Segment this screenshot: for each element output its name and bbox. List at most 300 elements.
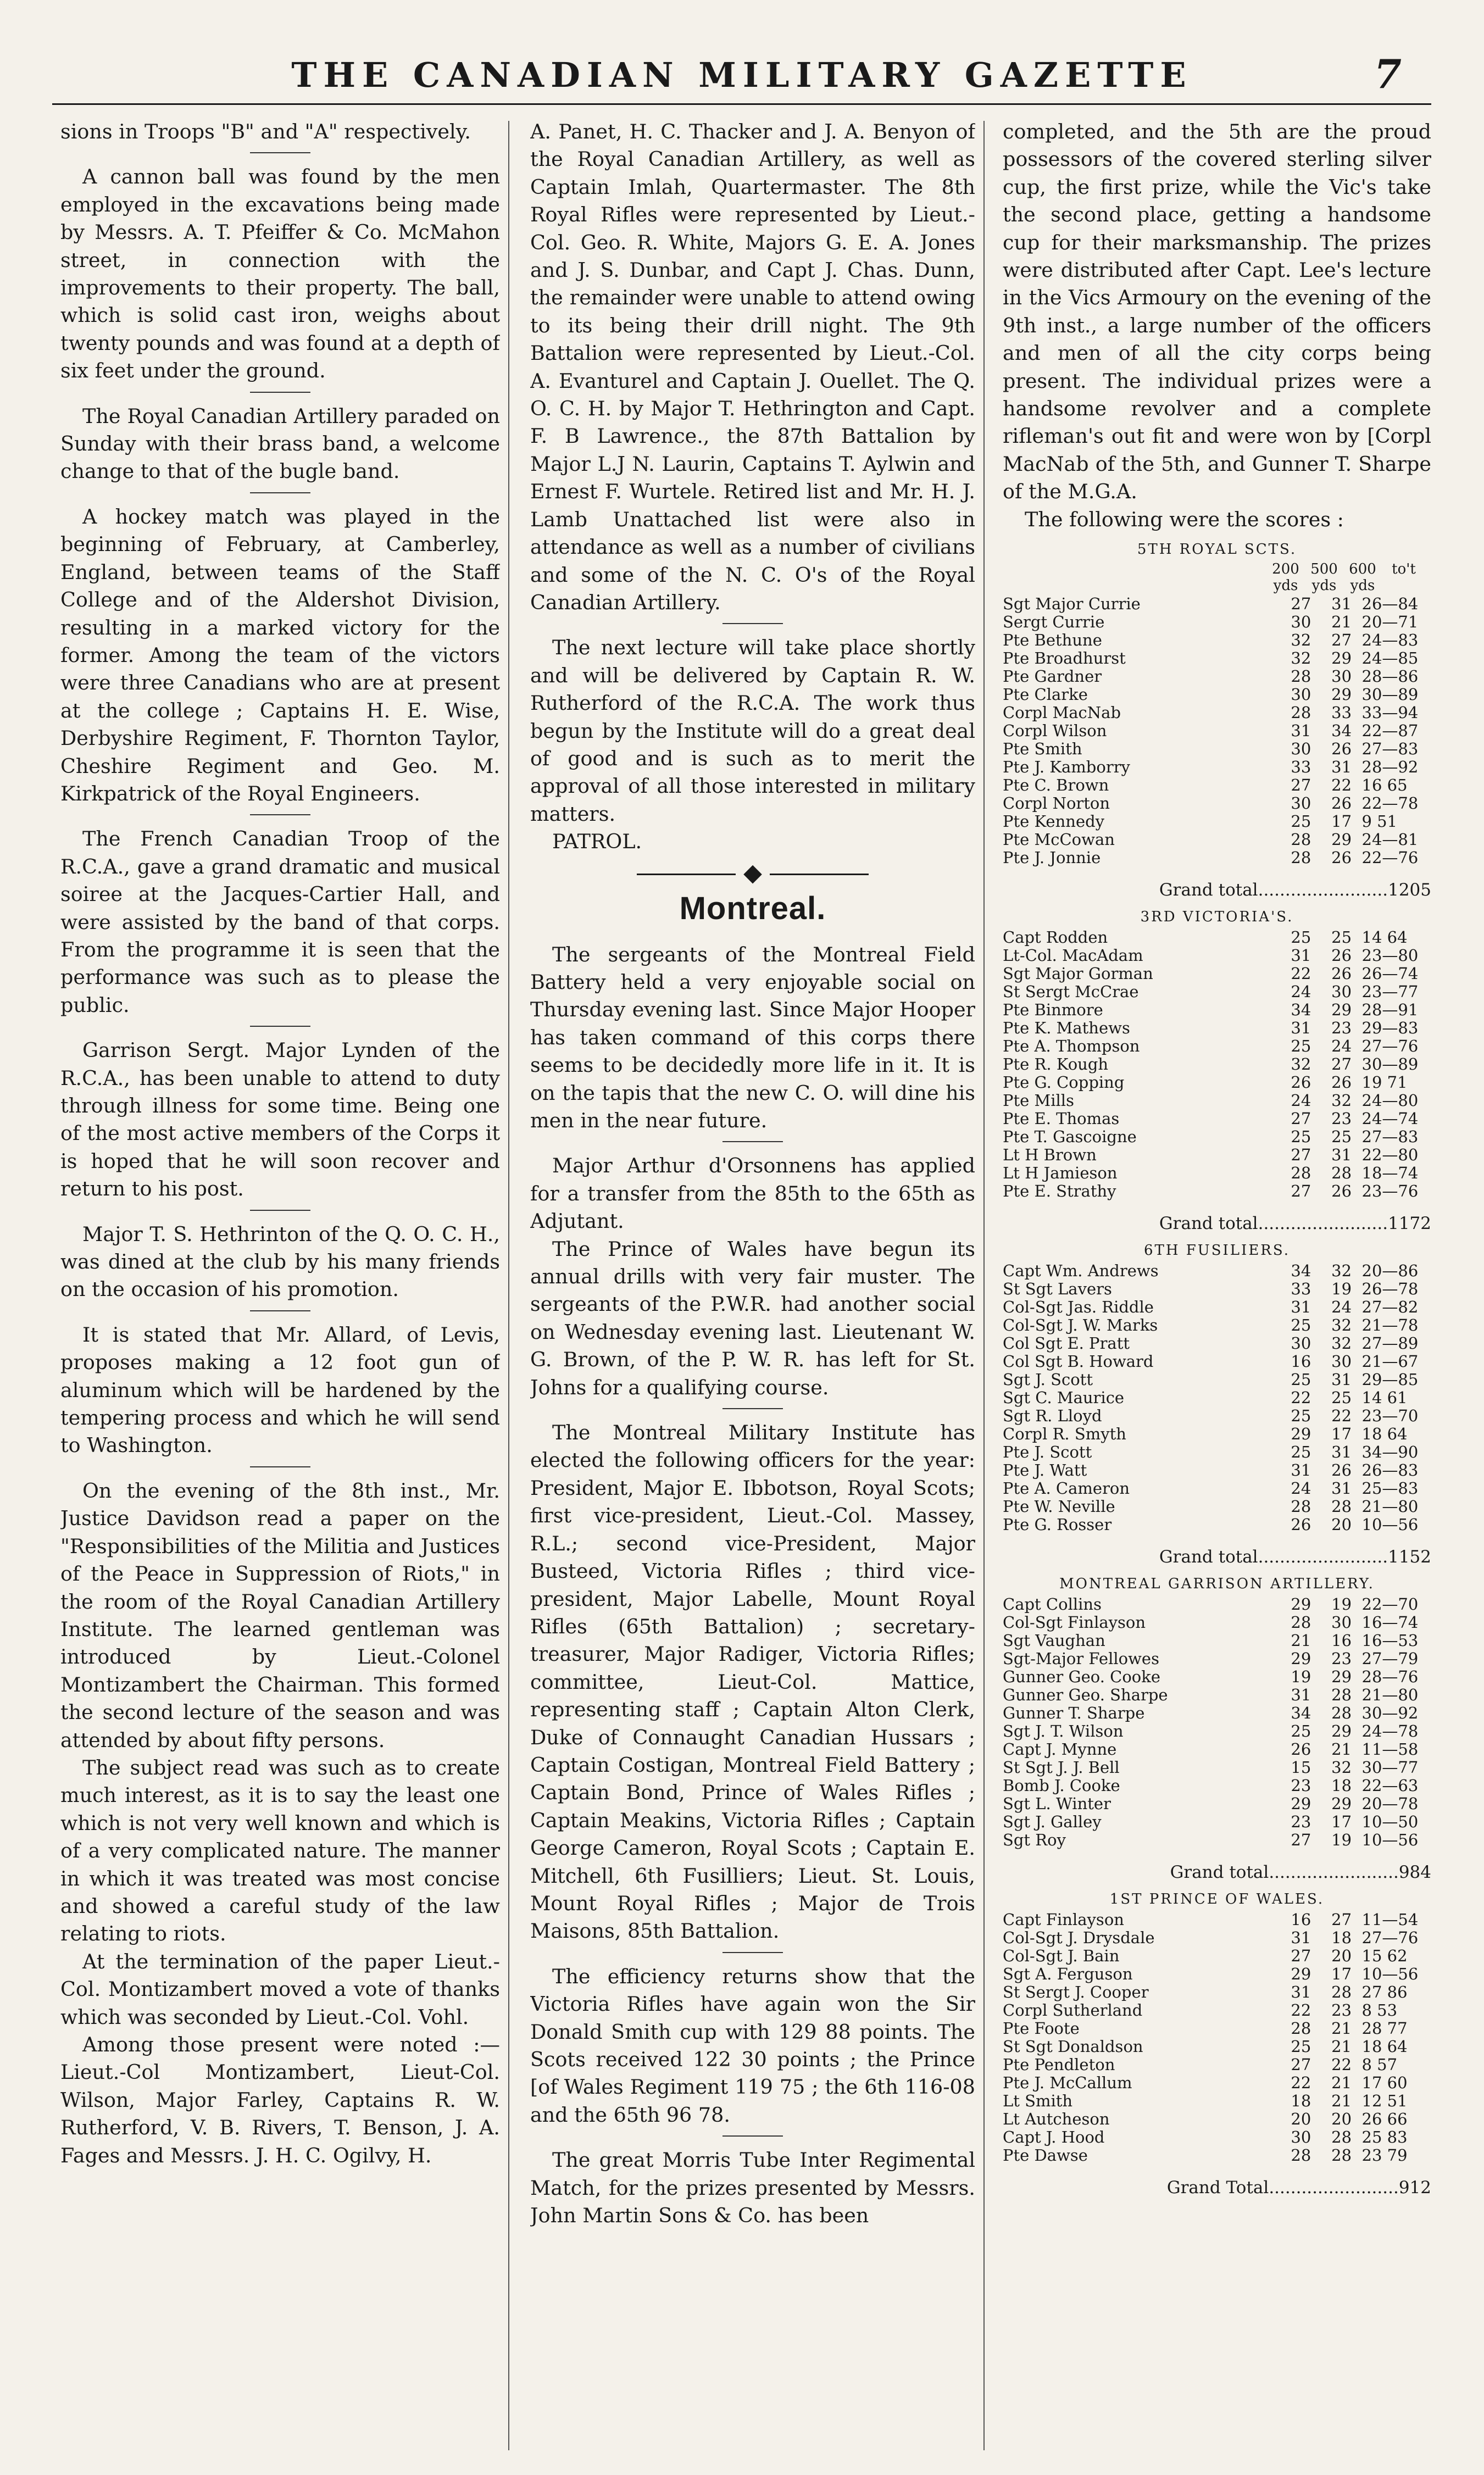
- table-row: [1003, 1407, 1431, 1425]
- score-group-title: 6TH FUSILIERS.: [1143, 1242, 1291, 1259]
- score-600-total: 24—80: [1361, 1091, 1419, 1110]
- table-row: [1003, 1001, 1431, 1019]
- table-row: [1003, 2038, 1431, 2056]
- grand-total-value: 984: [1398, 1862, 1431, 1883]
- competitor-name: Pte E. Thomas: [1003, 1110, 1120, 1128]
- score-600-total: 16—53: [1361, 1631, 1419, 1650]
- score-200: 32: [1291, 631, 1311, 650]
- separator: [250, 1466, 310, 1467]
- score-group-title: 1ST PRINCE OF WALES.: [1109, 1891, 1325, 1908]
- score-200: 25: [1291, 1722, 1311, 1741]
- competitor-name: Lt Autcheson: [1003, 2110, 1110, 2129]
- score-200: 29: [1291, 1649, 1311, 1668]
- score-600-total: 28—86: [1361, 667, 1419, 686]
- score-600-total: 22—76: [1361, 848, 1419, 867]
- score-200: 31: [1291, 1686, 1311, 1705]
- score-200: 18: [1291, 2092, 1311, 2111]
- score-500: 28: [1331, 1497, 1352, 1516]
- score-200: 31: [1291, 1928, 1311, 1948]
- paragraph: The Prince of Wales have begun its annual drills with very fair muster. The sergeants of the P.W.R. had another social on Wednesday evening last. Lieutenant W. G. Brown, of the P. W. R. has left for St. Johns for a qualifying course.: [530, 1237, 975, 1399]
- table-row: [1003, 1983, 1431, 2001]
- score-200: 27: [1291, 1946, 1311, 1966]
- table-row: [1003, 1425, 1431, 1443]
- competitor-name: Pte Broadhurst: [1003, 649, 1126, 668]
- paragraph: Major T. S. Hethrinton of the Q. O. C. H., was dined at the club by his many friends on the occasion of his promotion.: [60, 1222, 500, 1302]
- score-500: 23: [1331, 1019, 1352, 1038]
- competitor-name: Pte McCowan: [1003, 831, 1115, 849]
- score-600-total: 11—58: [1361, 1740, 1419, 1759]
- score-600-total: 29—85: [1361, 1370, 1419, 1389]
- table-row: [1003, 1595, 1431, 1614]
- separator: [722, 1141, 783, 1142]
- score-600-total: 19 71: [1361, 1073, 1408, 1092]
- table-row: [1003, 1019, 1431, 1037]
- paragraph: Among those present were noted :— Lieut.-Col Montizambert, Lieut-Col. Wilson, Major Farley, Captains R. W. Rutherford, V. B. Rivers, T. Benson, J. A. Fages and Messrs. J. H. C. Ogilvy, H.: [60, 2033, 500, 2167]
- score-500: 29: [1331, 685, 1352, 704]
- separator: [722, 1952, 783, 1953]
- competitor-name: Sgt J. Scott: [1003, 1371, 1093, 1389]
- score-500: 26: [1331, 794, 1352, 813]
- competitor-name: Lt Smith: [1003, 2092, 1073, 2111]
- score-600-total: 10—56: [1361, 1965, 1419, 1984]
- competitor-name: Sgt-Major Fellowes: [1003, 1650, 1159, 1668]
- score-600-total: 28 77: [1361, 2019, 1408, 2038]
- score-500: 22: [1331, 1406, 1352, 1426]
- ornament-rule: ◆: [530, 858, 975, 888]
- score-200: 31: [1291, 1461, 1311, 1480]
- competitor-name: Capt Finlayson: [1003, 1911, 1124, 1929]
- paragraph: Major Arthur d'Orsonnens has applied for a transfer from the 85th to the 65th as Adjutant.: [530, 1154, 975, 1233]
- leader-dots: ........................: [1258, 880, 1388, 900]
- yardage-header: [1003, 561, 1431, 595]
- yds-total: to't: [1392, 561, 1416, 578]
- score-200: 16: [1291, 1352, 1311, 1371]
- score-200: 30: [1291, 794, 1311, 813]
- score-500: 29: [1331, 1794, 1352, 1814]
- score-600-total: 25 83: [1361, 2128, 1408, 2147]
- competitor-name: Col-Sgt J. Drysdale: [1003, 1929, 1155, 1948]
- score-500: 24: [1331, 1037, 1352, 1056]
- competitor-name: Gunner Geo. Cooke: [1003, 1668, 1160, 1687]
- score-200: 19: [1291, 1667, 1311, 1687]
- score-500: 17: [1331, 812, 1352, 831]
- competitor-name: Sgt A. Ferguson: [1003, 1965, 1133, 1984]
- score-500: 23: [1331, 1649, 1352, 1668]
- table-row: [1003, 1668, 1431, 1686]
- table-row: [1003, 2128, 1431, 2146]
- score-200: 30: [1291, 685, 1311, 704]
- competitor-name: Pte Bethune: [1003, 631, 1102, 650]
- score-600-total: 27—82: [1361, 1298, 1419, 1317]
- score-500: 20: [1331, 1515, 1352, 1534]
- table-row: [1003, 1498, 1431, 1516]
- competitor-name: Pte C. Brown: [1003, 776, 1109, 795]
- score-200: 25: [1291, 928, 1311, 947]
- table-row: [1003, 668, 1431, 686]
- score-500: 31: [1331, 1443, 1352, 1462]
- separator: [250, 152, 310, 153]
- score-500: 28: [1331, 1686, 1352, 1705]
- score-500: 26: [1331, 1461, 1352, 1480]
- paragraph: The French Canadian Troop of the R.C.A., gave a grand dramatic and musical soiree at the Jacques-Cartier Hall, and were assisted by the band of that corps. From the programme it is seen that the performance was such as to please the public.: [60, 827, 500, 1017]
- score-500: 26: [1331, 1182, 1352, 1201]
- table-row: [1003, 1092, 1431, 1110]
- paragraph: The sergeants of the Montreal Field Battery held a very enjoyable social on Thursday evening last. Since Major Hooper has taken command of this corps there seems to be decidedly more life in it. It is on the tapis that the new C. O. will dine his men in the near future.: [530, 942, 975, 1132]
- grand-total-value: 912: [1398, 2178, 1431, 2198]
- table-row: [1003, 831, 1431, 849]
- score-200: 28: [1291, 2146, 1311, 2165]
- score-200: 28: [1291, 2019, 1311, 2038]
- score-600-total: 14 61: [1361, 1388, 1408, 1408]
- score-500: 27: [1331, 1910, 1352, 1929]
- score-200: 26: [1291, 1515, 1311, 1534]
- score-200: 27: [1291, 1182, 1311, 1201]
- separator: [250, 1310, 310, 1311]
- score-500: 26: [1331, 946, 1352, 965]
- score-600-total: 27—79: [1361, 1649, 1419, 1668]
- score-500: 17: [1331, 1425, 1352, 1444]
- table-row: [1003, 1965, 1431, 1983]
- score-600-total: 27—76: [1361, 1928, 1419, 1948]
- score-500: 19: [1331, 1595, 1352, 1614]
- score-600-total: 18 64: [1361, 2037, 1408, 2056]
- score-500: 28: [1331, 1704, 1352, 1723]
- score-200: 20: [1291, 2110, 1311, 2129]
- score-200: 27: [1291, 2055, 1311, 2074]
- score-group-title: MONTREAL GARRISON ARTILLERY.: [1059, 1576, 1375, 1593]
- table-row: [1003, 1632, 1431, 1650]
- table-row: [1003, 2020, 1431, 2038]
- score-500: 32: [1331, 1316, 1352, 1335]
- score-600-total: 30—89: [1361, 1055, 1419, 1074]
- competitor-name: Pte J. Scott: [1003, 1443, 1092, 1462]
- score-200: 25: [1291, 1037, 1311, 1056]
- table-row: [1003, 1371, 1431, 1389]
- score-500: 22: [1331, 776, 1352, 795]
- competitor-name: Pte K. Mathews: [1003, 1019, 1130, 1038]
- separator: [250, 1210, 310, 1211]
- competitor-name: Pte Mills: [1003, 1092, 1074, 1110]
- competitor-name: Sgt J. Galley: [1003, 1813, 1102, 1832]
- score-600-total: 10—56: [1361, 1831, 1419, 1850]
- table-row: [1003, 2110, 1431, 2128]
- table-row: [1003, 1074, 1431, 1092]
- separator: [722, 623, 783, 624]
- grand-total-label: Grand Total: [1166, 2178, 1269, 2198]
- paragraph: At the termination of the paper Lieut.-Col. Montizambert moved a vote of thanks which was seconded by Lieut.-Col. Vohl.: [60, 1949, 500, 2029]
- score-200: 15: [1291, 1758, 1311, 1777]
- table-row: [1003, 983, 1431, 1001]
- score-200: 16: [1291, 1910, 1311, 1929]
- competitor-name: Pte J. Kamborry: [1003, 758, 1130, 777]
- score-200: 30: [1291, 739, 1311, 759]
- table-row: [1003, 2001, 1431, 2020]
- competitor-name: Col Sgt E. Pratt: [1003, 1334, 1130, 1353]
- competitor-name: Col-Sgt Finlayson: [1003, 1614, 1146, 1632]
- score-600-total: 20—78: [1361, 1794, 1419, 1814]
- competitor-name: Pte Foote: [1003, 2020, 1080, 2038]
- column-3: [1003, 118, 1431, 2459]
- score-500: 16: [1331, 1631, 1352, 1650]
- leader-dots: ........................: [1269, 1862, 1399, 1883]
- score-600-total: 14 64: [1361, 928, 1408, 947]
- score-table: [1003, 1595, 1431, 1849]
- score-600-total: 23—76: [1361, 1182, 1419, 1201]
- score-600-total: 28—92: [1361, 758, 1419, 777]
- score-500: 32: [1331, 1261, 1352, 1281]
- score-200: 28: [1291, 848, 1311, 867]
- score-500: 29: [1331, 830, 1352, 849]
- table-row: [1003, 1813, 1431, 1831]
- competitor-name: Pte T. Gascoigne: [1003, 1128, 1137, 1147]
- table-row: [1003, 631, 1431, 649]
- score-600-total: 22—80: [1361, 1145, 1419, 1165]
- score-500: 29: [1331, 1000, 1352, 1020]
- score-500: 20: [1331, 2110, 1352, 2129]
- score-500: 21: [1331, 613, 1352, 632]
- grand-total-label: Grand total: [1159, 880, 1258, 900]
- score-200: 25: [1291, 1316, 1311, 1335]
- competitor-name: Capt J. Hood: [1003, 2128, 1105, 2147]
- competitor-name: Sergt Currie: [1003, 613, 1105, 632]
- score-600-total: 30—89: [1361, 685, 1419, 704]
- score-200: 27: [1291, 776, 1311, 795]
- score-500: 30: [1331, 1352, 1352, 1371]
- score-600-total: 26—74: [1361, 964, 1419, 983]
- competitor-name: Sgt C. Maurice: [1003, 1389, 1125, 1408]
- leader-dots: ........................: [1258, 1214, 1388, 1234]
- competitor-name: Col-Sgt Jas. Riddle: [1003, 1298, 1154, 1317]
- competitor-name: St Sergt J. Cooper: [1003, 1983, 1149, 2002]
- score-600-total: 17 60: [1361, 2073, 1408, 2093]
- score-600-total: 30—77: [1361, 1758, 1419, 1777]
- table-row: [1003, 1614, 1431, 1632]
- table-row: [1003, 595, 1431, 613]
- score-500: 25: [1331, 928, 1352, 947]
- table-row: [1003, 1777, 1431, 1795]
- grand-total-value: 1205: [1388, 880, 1431, 900]
- table-row: [1003, 794, 1431, 813]
- score-500: 28: [1331, 1164, 1352, 1183]
- score-600-total: 28—91: [1361, 1000, 1419, 1020]
- competitor-name: Col-Sgt J. Bain: [1003, 1947, 1120, 1966]
- score-500: 17: [1331, 1965, 1352, 1984]
- grand-total: [1003, 2177, 1431, 2199]
- score-500: 21: [1331, 2073, 1352, 2093]
- score-200: 34: [1291, 1704, 1311, 1723]
- score-table: [1003, 1262, 1431, 1534]
- score-500: 26: [1331, 1073, 1352, 1092]
- grand-total-label: Grand total: [1159, 1547, 1258, 1567]
- score-200: 31: [1291, 1298, 1311, 1317]
- competitor-name: Capt Collins: [1003, 1595, 1102, 1614]
- score-600-total: 9 51: [1361, 812, 1398, 831]
- signature: PATROL.: [552, 830, 642, 854]
- table-row: [1003, 965, 1431, 983]
- table-row: [1003, 1037, 1431, 1055]
- score-200: 31: [1291, 721, 1311, 741]
- score-200: 25: [1291, 1127, 1311, 1147]
- paragraph: It is stated that Mr. Allard, of Levis, proposes making a 12 foot gun of aluminum which will be hardened by the tempering process and which he will send to Washington.: [60, 1322, 500, 1458]
- score-500: 20: [1331, 1946, 1352, 1966]
- table-row: [1003, 1353, 1431, 1371]
- paragraph: The efficiency returns show that the Victoria Rifles have again won the Sir Donald Smith cup with 129 88 points. The Scots received 122 30 points ; the Prince [of Wales Regiment 119 75 ; the 6th 116-08 and the 65th 96 78.: [530, 1964, 975, 2127]
- score-600-total: 8 57: [1361, 2055, 1398, 2074]
- table-row: [1003, 1110, 1431, 1128]
- table-row: [1003, 849, 1431, 867]
- table-row: [1003, 1740, 1431, 1759]
- yds-200: 200 yds: [1272, 561, 1299, 594]
- score-500: 26: [1331, 848, 1352, 867]
- score-200: 34: [1291, 1000, 1311, 1020]
- score-500: 24: [1331, 1298, 1352, 1317]
- competitor-name: Pte G. Copping: [1003, 1074, 1125, 1092]
- score-200: 32: [1291, 649, 1311, 668]
- score-600-total: 20—71: [1361, 613, 1419, 632]
- score-200: 26: [1291, 1073, 1311, 1092]
- score-600-total: 16—74: [1361, 1613, 1419, 1632]
- score-600-total: 27—83: [1361, 1127, 1419, 1147]
- grand-total: [1003, 1861, 1431, 1883]
- score-500: 17: [1331, 1812, 1352, 1832]
- competitor-name: Corpl Norton: [1003, 794, 1110, 813]
- score-500: 34: [1331, 721, 1352, 741]
- score-500: 25: [1331, 1388, 1352, 1408]
- table-row: [1003, 740, 1431, 758]
- score-600-total: 28—76: [1361, 1667, 1419, 1687]
- table-row: [1003, 704, 1431, 722]
- score-200: 32: [1291, 1055, 1311, 1074]
- paragraph: The subject read was such as to create much interest, as it is to say the least one which is not very well known and which is of a very complicated nature. The manner in which it was treated was most concise and showed a careful study of the law relating to riots.: [60, 1755, 500, 1946]
- score-600-total: 33—94: [1361, 703, 1419, 722]
- score-600-total: 22—87: [1361, 721, 1419, 741]
- score-500: 27: [1331, 631, 1352, 650]
- score-200: 26: [1291, 1740, 1311, 1759]
- competitor-name: Gunner Geo. Sharpe: [1003, 1686, 1168, 1705]
- score-200: 31: [1291, 1983, 1311, 2002]
- score-500: 31: [1331, 1370, 1352, 1389]
- competitor-name: Pte J. Watt: [1003, 1461, 1087, 1480]
- score-500: 23: [1331, 1109, 1352, 1128]
- score-600-total: 27—76: [1361, 1037, 1419, 1056]
- score-500: 29: [1331, 1667, 1352, 1687]
- table-row: [1003, 928, 1431, 947]
- score-600-total: 20—86: [1361, 1261, 1419, 1281]
- score-600-total: 26—78: [1361, 1280, 1419, 1299]
- score-200: 29: [1291, 1595, 1311, 1614]
- score-600-total: 34—90: [1361, 1443, 1419, 1462]
- paragraph: The great Morris Tube Inter Regimental Match, for the prizes presented by Messrs. John Martin Sons & Co. has been: [530, 2148, 975, 2228]
- competitor-name: Sgt J. T. Wilson: [1003, 1722, 1124, 1741]
- score-200: 28: [1291, 667, 1311, 686]
- separator: [722, 2135, 783, 2137]
- score-200: 30: [1291, 1334, 1311, 1353]
- score-600-total: 23 79: [1361, 2146, 1408, 2165]
- competitor-name: Pte Smith: [1003, 740, 1082, 759]
- table-row: [1003, 1164, 1431, 1182]
- score-500: 30: [1331, 982, 1352, 1002]
- leader-dots: ........................: [1258, 1547, 1388, 1567]
- table-row: [1003, 1516, 1431, 1534]
- score-500: 21: [1331, 1740, 1352, 1759]
- score-200: 28: [1291, 1497, 1311, 1516]
- score-500: 31: [1331, 1479, 1352, 1498]
- table-row: [1003, 1947, 1431, 1965]
- competitor-name: Corpl MacNab: [1003, 704, 1121, 722]
- competitor-name: Sgt R. Lloyd: [1003, 1407, 1102, 1426]
- competitor-name: St Sgt J. J. Bell: [1003, 1759, 1120, 1777]
- competitor-name: Sgt Vaughan: [1003, 1632, 1105, 1650]
- score-600-total: 21—67: [1361, 1352, 1419, 1371]
- score-200: 33: [1291, 1280, 1311, 1299]
- table-row: [1003, 1262, 1431, 1280]
- score-600-total: 8 53: [1361, 2001, 1398, 2020]
- table-row: [1003, 1795, 1431, 1813]
- score-200: 28: [1291, 830, 1311, 849]
- score-600-total: 15 62: [1361, 1946, 1408, 1966]
- grand-total-value: 1172: [1388, 1214, 1431, 1234]
- table-row: [1003, 1316, 1431, 1334]
- table-row: [1003, 1443, 1431, 1461]
- table-row: [1003, 947, 1431, 965]
- score-200: 31: [1291, 1019, 1311, 1038]
- competitor-name: Sgt Roy: [1003, 1831, 1066, 1850]
- score-600-total: 30—92: [1361, 1704, 1419, 1723]
- table-row: [1003, 2146, 1431, 2165]
- score-600-total: 23—77: [1361, 982, 1419, 1002]
- score-500: 29: [1331, 1722, 1352, 1741]
- table-row: [1003, 613, 1431, 631]
- table-row: [1003, 1461, 1431, 1480]
- score-200: 27: [1291, 1831, 1311, 1850]
- score-600-total: 11—54: [1361, 1910, 1419, 1929]
- competitor-name: Pte Kennedy: [1003, 813, 1105, 831]
- score-600-total: 26—83: [1361, 1461, 1419, 1480]
- score-500: 27: [1331, 1055, 1352, 1074]
- score-500: 26: [1331, 739, 1352, 759]
- score-table: [1003, 928, 1431, 1200]
- grand-total: [1003, 1213, 1431, 1234]
- competitor-name: Pte J. Jonnie: [1003, 849, 1101, 867]
- score-600-total: 26—84: [1361, 594, 1419, 614]
- separator: [722, 1408, 783, 1409]
- header-rule: [52, 103, 1431, 105]
- paragraph: Garrison Sergt. Major Lynden of the R.C.A., has been unable to attend to duty through illness for some time. Being one of the most active members of the Corps it is hoped that he will soon recover and return to his post.: [60, 1038, 500, 1201]
- table-row: [1003, 1650, 1431, 1668]
- score-200: 23: [1291, 1776, 1311, 1795]
- score-200: 31: [1291, 946, 1311, 965]
- score-200: 25: [1291, 2037, 1311, 2056]
- competitor-name: Pte Clarke: [1003, 686, 1088, 704]
- paragraph: A cannon ball was found by the men employed in the excavations being made by Messrs. A. T. Pfeiffer & Co. McMahon street, in connection with the improvements to their property. The ball, which is solid cast iron, weighs about twenty pounds and was found at a depth of six feet under the ground.: [60, 165, 500, 383]
- competitor-name: Col-Sgt J. W. Marks: [1003, 1316, 1158, 1335]
- score-500: 21: [1331, 2037, 1352, 2056]
- score-600-total: 22—78: [1361, 794, 1419, 813]
- score-200: 33: [1291, 758, 1311, 777]
- table-row: [1003, 1146, 1431, 1164]
- score-500: 19: [1331, 1280, 1352, 1299]
- competitor-name: Pte A. Thompson: [1003, 1037, 1140, 1056]
- table-row: [1003, 1831, 1431, 1849]
- score-600-total: 18 64: [1361, 1425, 1408, 1444]
- score-200: 21: [1291, 1631, 1311, 1650]
- competitor-name: Pte G. Rosser: [1003, 1516, 1112, 1534]
- competitor-name: Capt Rodden: [1003, 928, 1108, 947]
- score-600-total: 12 51: [1361, 2092, 1408, 2111]
- scores-list: [1003, 541, 1431, 2199]
- competitor-name: Capt J. Mynne: [1003, 1740, 1117, 1759]
- table-row: [1003, 1128, 1431, 1146]
